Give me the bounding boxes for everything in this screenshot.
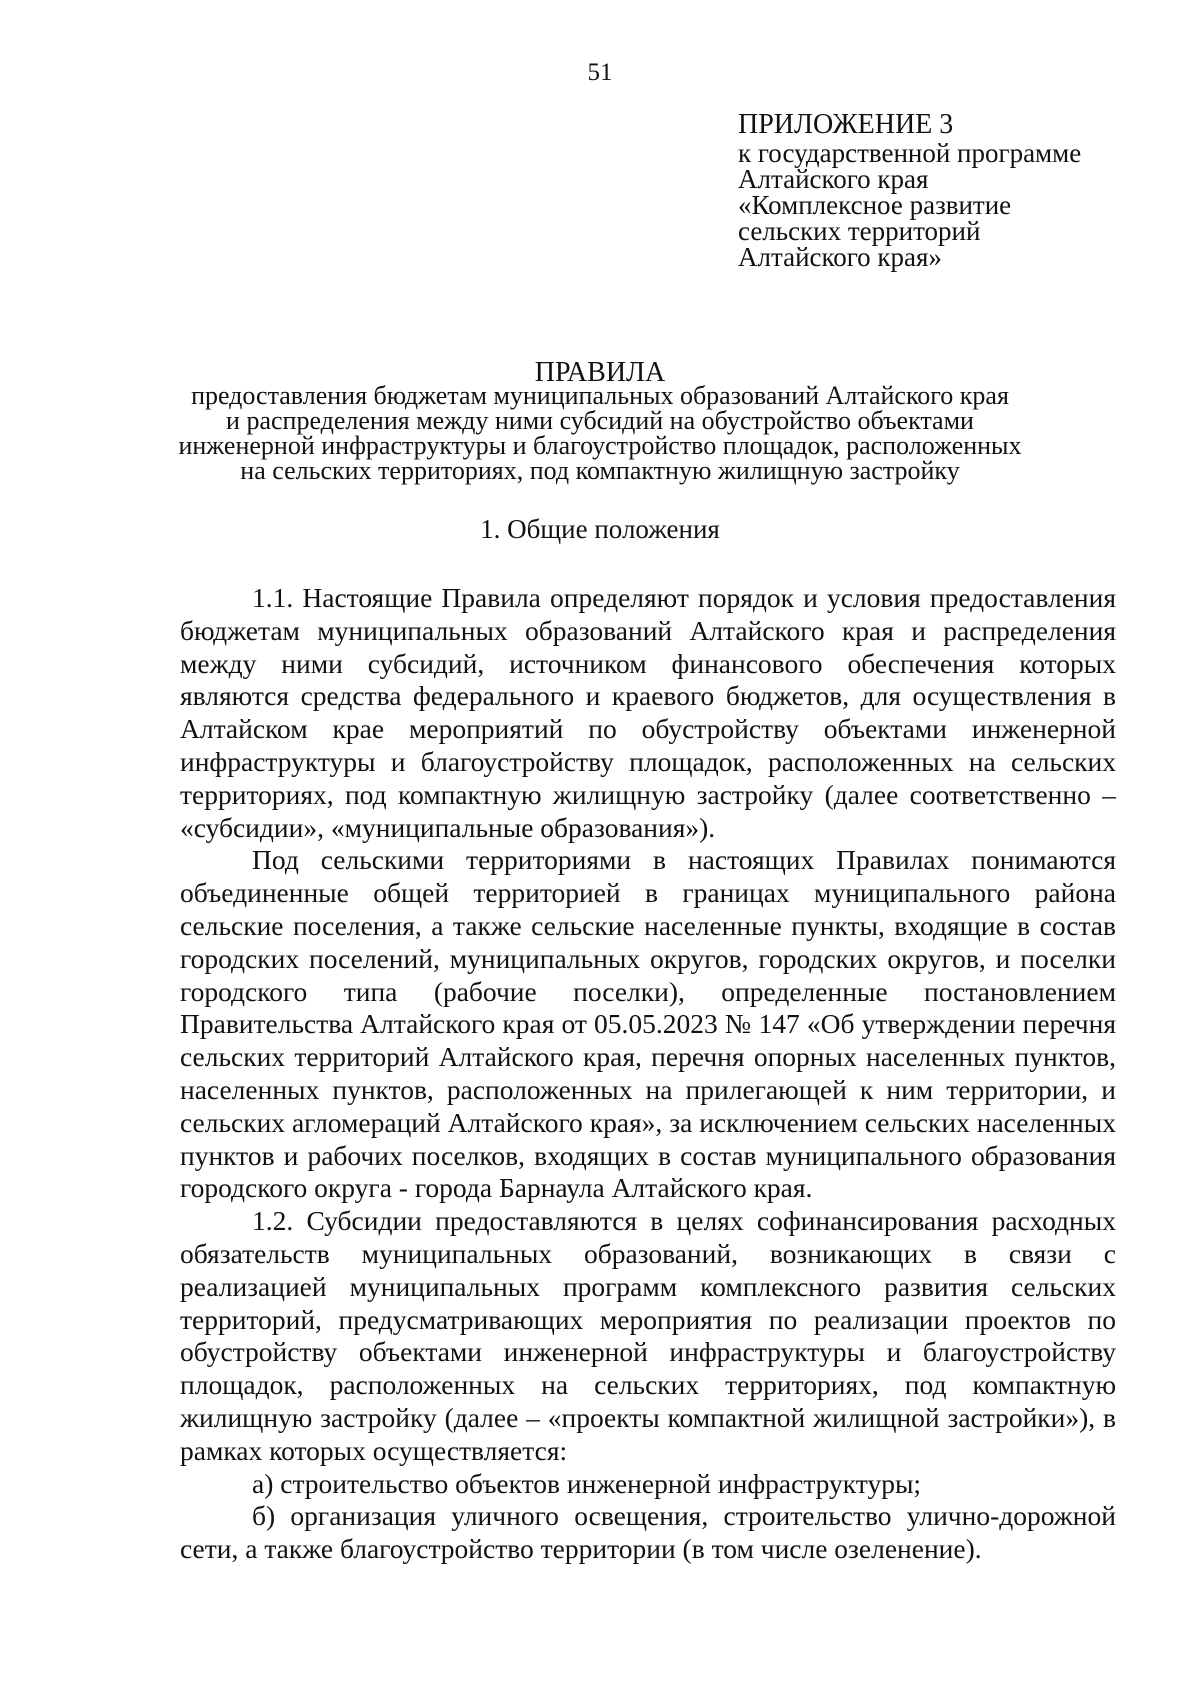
subtitle-line: и распределения между ними субсидий на обустройство объектами bbox=[226, 406, 974, 435]
appendix-line: сельских территорий bbox=[738, 216, 981, 246]
subtitle-line: инженерной инфраструктуры и благоустройство площадок, расположенных bbox=[178, 431, 1022, 460]
list-item-a: а) строительство объектов инженерной инфраструктуры; bbox=[252, 1467, 922, 1499]
section-heading: 1. Общие положения bbox=[480, 514, 720, 544]
appendix-line: к государственной программе bbox=[738, 138, 1082, 168]
rules-heading: ПРАВИЛА bbox=[534, 357, 666, 388]
appendix-line: Алтайского края bbox=[738, 164, 929, 194]
list-item-b: б) организация уличного освещения, строительство улично-дорожной сети, а также благоустройство территории (в том числе озеленение). bbox=[180, 1500, 1116, 1565]
page-number: 51 bbox=[587, 59, 613, 86]
subtitle-line: на сельских территориях, под компактную жилищную застройку bbox=[240, 456, 960, 485]
subtitle-line: предоставления бюджетам муниципальных образований Алтайского края bbox=[191, 381, 1009, 410]
rules-subtitle bbox=[150, 383, 1050, 483]
appendix-block bbox=[738, 110, 1178, 270]
paragraph-rural-definition: Под сельскими территориями в настоящих Правилах понимаются объединенные общей территорией в границах муниципального района сельские поселения, а также сельские населенные пункты, входящие в состав городских поселений, муниципальных округов, городских округов, и поселки городского типа (рабочие поселки), определенные постановлением Правительства Алтайского края от 05.05.2023 № 147 «Об утверждении перечня сельских территорий Алтайского края, перечня опорных населенных пунктов, населенных пунктов, расположенных на прилегающей к ним территории, и сельских агломераций Алтайского края», за исключением сельских населенных пунктов и рабочих поселков, входящих в состав муниципального образования городского округа - города Барнаула Алтайского края. bbox=[180, 844, 1116, 1204]
body-text bbox=[180, 582, 1116, 1566]
paragraph-1-1: 1.1. Настоящие Правила определяют порядок и условия предоставления бюджетам муниципальных образований Алтайского края и распределения между ними субсидий, источником финансового обеспечения которых являются средства федерального и краевого бюджетов, для осуществления в Алтайском крае мероприятий по обустройству объектами инженерной инфраструктуры и благоустройству площадок, расположенных на сельских территориях, под компактную жилищную застройку (далее соответственно – «субсидии», «муниципальные образования»). bbox=[180, 582, 1116, 843]
paragraph-1-2: 1.2. Субсидии предоставляются в целях софинансирования расходных обязательств муниципальных образований, возникающих в связи с реализацией муниципальных программ комплексного развития сельских территорий, предусматривающих мероприятия по реализации проектов по обустройству объектами инженерной инфраструктуры и благоустройству площадок, расположенных на сельских территориях, под компактную жилищную застройку (далее – «проекты компактной жилищной застройки»), в рамках которых осуществляется: bbox=[180, 1205, 1116, 1466]
appendix-line: «Комплексное развитие bbox=[738, 190, 1012, 220]
appendix-title: ПРИЛОЖЕНИЕ 3 bbox=[738, 109, 954, 140]
appendix-line: Алтайского края» bbox=[738, 242, 942, 272]
